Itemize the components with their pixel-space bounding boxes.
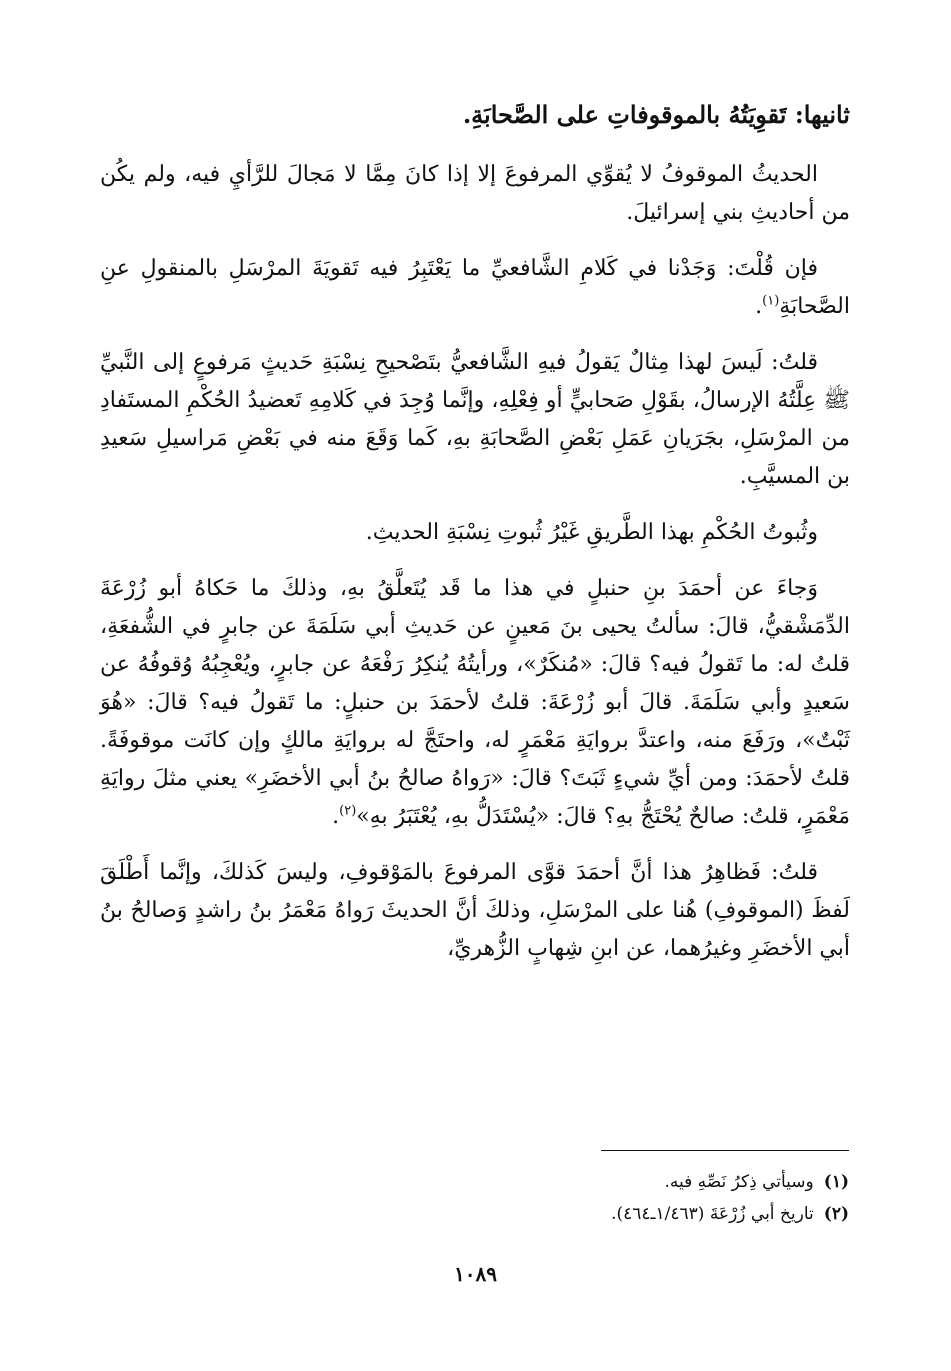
paragraph-6-text: قلتُ: فَظاهِرُ هذا أنَّ أحمَدَ قوَّى المرفوعَ بالمَوْقوفِ، وليسَ كَذلكَ، وإنَّما أَطْلَقَ لَفظَ (الموقوفِ) هُنا على المرْسَلِ، وذلكَ أنَّ الحديثَ رَواهُ مَعْمَرُ بنُ راشدٍ وَصالحُ بنُ أبي الأخضَرِ وغيرُهما، عن ابنِ شِهابٍ الزُّهريِّ، xyxy=(100,860,850,961)
page-number: ١٠٨٩ xyxy=(454,1262,497,1286)
footnote-2-text: تاريخ أبي زُرْعَةَ (١/٤٦٣ـ٤٦٤). xyxy=(611,1204,814,1224)
footnote-ref-1[interactable]: (١) xyxy=(762,293,780,309)
paragraph-2-text: فإن قُلْتَ: وَجَدْنا في كَلامِ الشَّافعيِّ ما يَعْتَبِرُ فيه تَقويَةَ المرْسَلِ بالمنقولِ عنِ الصَّحابَةِ xyxy=(100,256,850,319)
paragraph-6 xyxy=(100,854,850,968)
page-body xyxy=(100,96,850,986)
section-heading: ثانيها: تَقوِيَتُهُ بالموقوفاتِ على الصَّحابَةِ. xyxy=(462,100,850,129)
footnotes xyxy=(349,1166,849,1230)
footnote-ref-2[interactable]: (٢) xyxy=(339,803,357,819)
paragraph-4-text: وثُبوتُ الحُكْمِ بهذا الطَّريقِ غَيْرُ ثُبوتِ نِسْبَةِ الحديثِ. xyxy=(365,520,818,545)
paragraph-5-tail: . xyxy=(332,804,340,829)
paragraph-3-text: قلتُ: لَيسَ لهذا مِثالٌ يَقولُ فيهِ الشَّافعيُّ بتَصْحيحِ نِسْبَةِ حَديثٍ مَرفوعٍ إلى النَّبيِّ ﷺ عِلَّتُهُ الإرسالُ، بقَوْلِ صَحابيٍّ أو فِعْلِهِ، وإنَّما وُجِدَ في كَلامِهِ تَعضيدُ الحُكْمِ المستَفادِ من المرْسَلِ، بجَرَيانِ عَمَلِ بَعْضِ الصَّحابَةِ بهِ، كَما وَقَعَ منه في بَعْضِ مَراسيلِ سَعيدِ بن المسيَّبِ. xyxy=(100,350,850,489)
paragraph-5 xyxy=(100,570,850,836)
footnote-2-number: (٢) xyxy=(823,1204,849,1224)
footnote-1-text: وسيأتي ذِكرُ نَصِّهِ فيه. xyxy=(664,1172,814,1192)
footnote-1 xyxy=(349,1166,849,1198)
footnote-1-number: (١) xyxy=(823,1172,849,1192)
paragraph-2-tail: . xyxy=(755,294,763,319)
paragraph-1 xyxy=(100,156,850,232)
paragraph-4 xyxy=(100,514,850,552)
paragraph-3 xyxy=(100,344,850,496)
footnote-2 xyxy=(349,1198,849,1230)
paragraph-1-text: الحديثُ الموقوفُ لا يُقوِّي المرفوعَ إلا إذا كانَ مِمَّا لا مَجالَ للرَّأيِ فيه، ولم يكُن من أحاديثِ بني إسرائيلَ. xyxy=(100,162,850,225)
paragraph-5-text: وَجاءَ عن أحمَدَ بنِ حنبلٍ في هذا ما قَد يُتَعلَّقُ بهِ، وذلكَ ما حَكاهُ أبو زُرْعَةَ الدِّمَشْقيُّ، قالَ: سألتُ يحيى بنَ مَعينٍ عن حَديثِ أبي سَلَمَةَ عن جابرٍ في الشُّفعَةِ، قلتُ له: ما تَقولُ فيه؟ قالَ: «مُنكَرٌ»، ورأيتُهُ يُنكِرُ رَفْعَهُ عن جابرٍ، ويُعْجِبُهُ وُقوفُهُ عن سَعيدٍ وأبي سَلَمَةَ. قالَ أبو زُرْعَةَ: قلتُ لأحمَدَ بن حنبلٍ: ما تَقولُ فيه؟ قالَ: «هُوَ ثَبْتٌ»، ورَفَعَ منه، واعتدَّ بروايَةِ مَعْمَرٍ له، واحتَجَّ له بروايَةِ مالكٍ وإن كانَت موقوفَةً. قلتُ لأحمَدَ: ومن أيِّ شيءٍ ثَبَتَ؟ قالَ: «رَواهُ صالحُ بنُ أبي الأخضَرِ» يعني مثلَ روايَةِ مَعْمَرٍ، قلتُ: صالحٌ يُحْتَجُّ بهِ؟ قالَ: «يُسْتَدَلُّ بهِ، يُعْتَبَرُ بهِ» xyxy=(100,576,850,829)
footnote-divider xyxy=(601,1150,849,1151)
paragraph-2 xyxy=(100,250,850,326)
